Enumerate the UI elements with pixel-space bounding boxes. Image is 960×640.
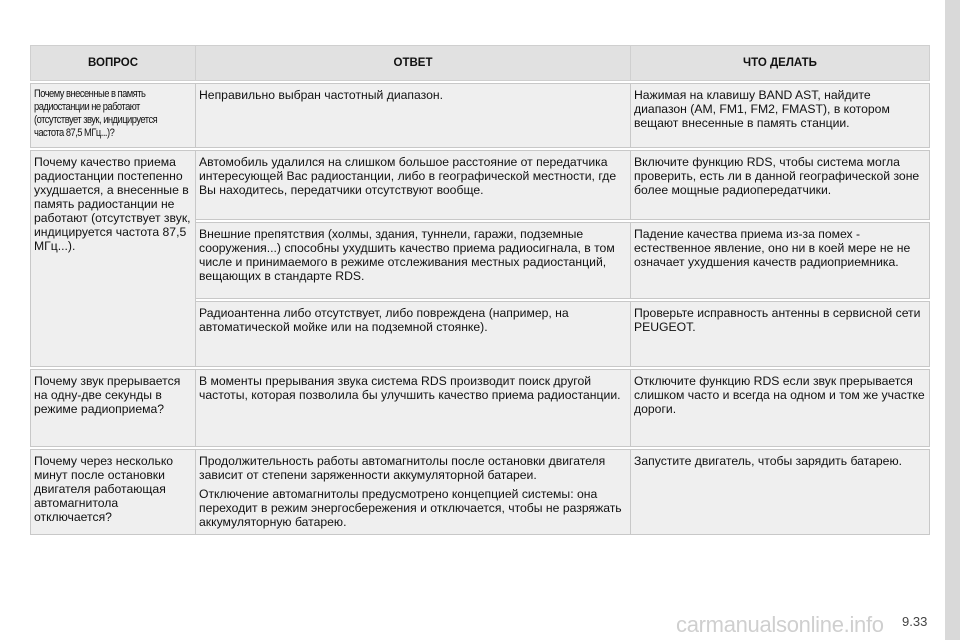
question-cell — [31, 450, 196, 535]
table-row — [31, 370, 930, 447]
question-cell — [31, 370, 196, 447]
action-text: Падение качества приема из-за помех - естественное явление, оно ни в коей мере не не означает ухудшения качеств радиоприемника. — [634, 227, 911, 269]
action-cell — [631, 84, 930, 148]
action-text: Отключите функцию RDS если звук прерывается слишком часто и всегда на одном и том же участке дороги. — [634, 374, 925, 416]
answer-cell — [196, 370, 631, 447]
answer-cell — [196, 450, 631, 535]
table-row — [31, 450, 930, 535]
action-text: Включите функцию RDS, чтобы система могла проверить, есть ли в данной географической зоне более мощные радиопередатчики. — [634, 155, 920, 197]
action-text: Нажимая на клавишу BAND AST, найдите диапазон (AM, FM1, FM2, FMAST), в котором вещают внесенные в память станции. — [634, 88, 890, 130]
header-action: ЧТО ДЕЛАТЬ — [631, 46, 930, 81]
question-cell — [31, 151, 196, 367]
question-text: Почему звук прерывается на одну-две секунды в режиме радиоприема? — [34, 374, 181, 416]
action-cell — [631, 302, 930, 367]
answer-text: Отключение автомагнитолы предусмотрено концепцией системы: она переходит в режим энергосбережения и отключается, чтобы не разряжать аккумуляторную батарею. — [199, 487, 622, 529]
answer-text: Радиоантенна либо отсутствует, либо повреждена (например, на автоматической мойке или на подземной стоянке). — [199, 306, 569, 334]
table-row — [31, 151, 930, 220]
answer-text: Автомобиль удалился на слишком большое расстояние от передатчика интересующей Вас радиостанции, либо в географической местности, где Вы находитесь, передатчики отсутствуют вообще. — [199, 155, 617, 197]
answer-text: В моменты прерывания звука система RDS производит поиск другой частоты, которая позволила бы улучшить качество приема радиостанции. — [199, 374, 621, 402]
action-cell — [631, 370, 930, 447]
question-text: Почему качество приема радиостанции постепенно ухудшается, а внесенные в память радиостанции не работают (отсутствует звук, индицируется частота 87,5 МГц...). — [34, 155, 191, 253]
table-row — [31, 84, 930, 148]
action-cell — [631, 223, 930, 299]
page-number: 9.33 — [902, 614, 928, 629]
watermark: carmanualsonline.info — [676, 612, 884, 637]
faq-table — [30, 45, 930, 535]
answer-text: Продолжительность работы автомагнитолы после остановки двигателя зависит от степени заряженности аккумуляторной батареи. — [199, 454, 606, 482]
header-question: ВОПРОС — [31, 46, 196, 81]
question-text: Почему через несколько минут после остановки двигателя работающая автомагнитола отключается? — [34, 454, 174, 524]
action-text: Запустите двигатель, чтобы зарядить батарею. — [634, 454, 902, 468]
table-header-row — [31, 46, 930, 81]
answer-cell — [196, 223, 631, 299]
answer-text: Неправильно выбран частотный диапазон. — [199, 88, 443, 102]
action-cell — [631, 450, 930, 535]
answer-cell — [196, 302, 631, 367]
action-cell — [631, 151, 930, 220]
question-text: Почему внесенные в память радиостанции не работают (отсутствует звук, индицируется частота 87,5 МГц...)? — [34, 88, 158, 139]
answer-cell — [196, 151, 631, 220]
question-cell — [31, 84, 196, 148]
answer-text: Внешние препятствия (холмы, здания, туннели, гаражи, подземные сооружения...) способны ухудшить качество приема радиосигнала, в том числе и принимаемого в режиме отслеживания местных радиостанций, вещающих в стандарте RDS. — [199, 227, 615, 283]
action-text: Проверьте исправность антенны в сервисной сети PEUGEOT. — [634, 306, 921, 334]
header-answer: ОТВЕТ — [196, 46, 631, 81]
answer-cell — [196, 84, 631, 148]
page-edge-strip — [945, 0, 960, 640]
